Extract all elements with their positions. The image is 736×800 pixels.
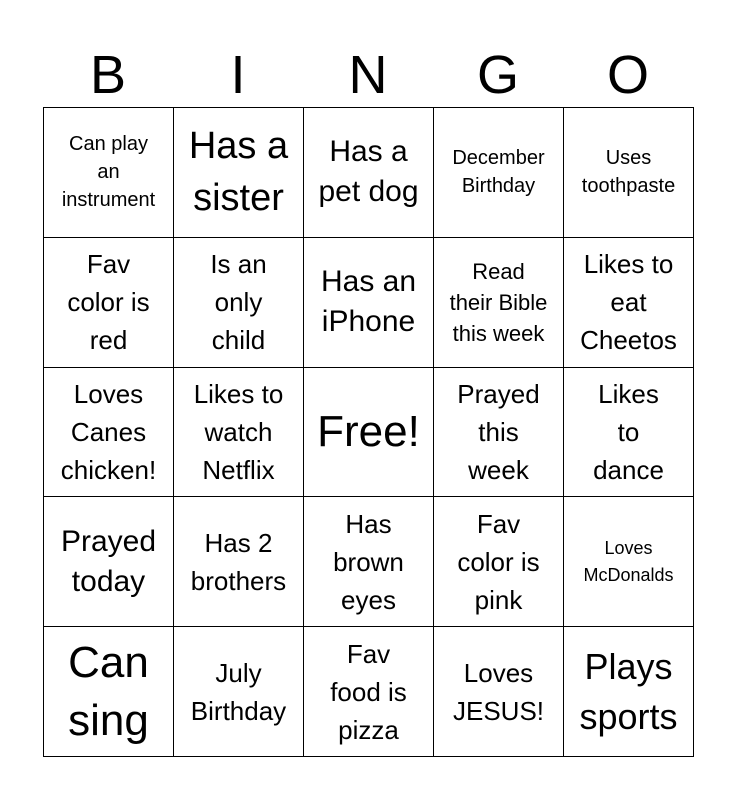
bingo-header	[43, 44, 693, 106]
header-letter-n: N	[348, 45, 388, 105]
bingo-grid	[43, 107, 694, 757]
free-space-cell[interactable]: Free!	[304, 367, 434, 497]
header-letter-o: O	[606, 45, 649, 105]
bingo-cell[interactable]: Has brown eyes	[304, 497, 434, 627]
grid-row	[44, 367, 694, 497]
bingo-cell[interactable]: Is an only child	[174, 237, 304, 367]
bingo-cell[interactable]: Loves JESUS!	[434, 627, 564, 757]
header-letter-i: I	[230, 45, 246, 105]
bingo-cell[interactable]: Has 2 brothers	[174, 497, 304, 627]
bingo-cell[interactable]: Likes to watch Netflix	[174, 367, 304, 497]
grid-row	[44, 627, 694, 757]
bingo-cell[interactable]: Likes to eat Cheetos	[564, 237, 694, 367]
bingo-cell[interactable]: Fav color is red	[44, 237, 174, 367]
bingo-cell[interactable]: Read their Bible this week	[434, 237, 564, 367]
header-letter-g: G	[476, 45, 519, 105]
bingo-cell[interactable]: Has a pet dog	[304, 108, 434, 238]
bingo-cell[interactable]: Uses toothpaste	[564, 108, 694, 238]
bingo-cell[interactable]: Can play an instrument	[44, 108, 174, 238]
grid-row	[44, 108, 694, 238]
grid-row	[44, 497, 694, 627]
bingo-cell[interactable]: Has a sister	[174, 108, 304, 238]
bingo-cell[interactable]: Can sing	[44, 627, 174, 757]
header-letter-b: B	[89, 45, 127, 105]
bingo-cell[interactable]: Loves Canes chicken!	[44, 367, 174, 497]
bingo-cell[interactable]: Fav color is pink	[434, 497, 564, 627]
bingo-cell[interactable]: July Birthday	[174, 627, 304, 757]
bingo-cell[interactable]: Loves McDonalds	[564, 497, 694, 627]
bingo-cell[interactable]: December Birthday	[434, 108, 564, 238]
bingo-cell[interactable]: Prayed this week	[434, 367, 564, 497]
bingo-cell[interactable]: Prayed today	[44, 497, 174, 627]
grid-row	[44, 237, 694, 367]
bingo-cell[interactable]: Plays sports	[564, 627, 694, 757]
bingo-cell[interactable]: Fav food is pizza	[304, 627, 434, 757]
bingo-cell[interactable]: Has an iPhone	[304, 237, 434, 367]
bingo-cell[interactable]: Likes to dance	[564, 367, 694, 497]
